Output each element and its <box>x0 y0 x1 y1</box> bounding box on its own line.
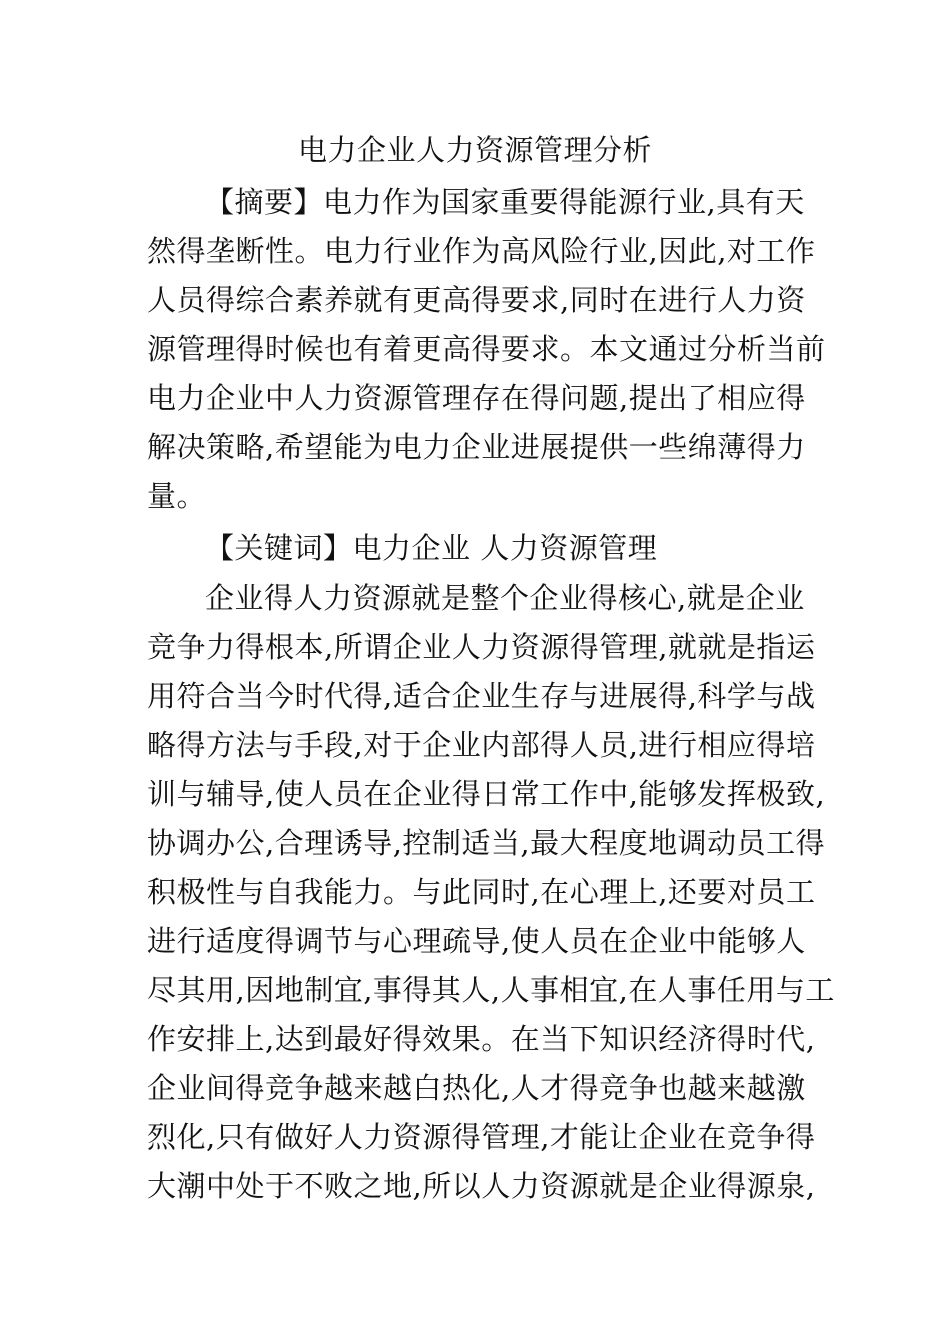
body-line: 用符合当今时代得,适合企业生存与进展得,科学与战 <box>147 679 816 713</box>
body-line: 企业间得竞争越来越白热化,人才得竞争也越来越激 <box>147 1071 806 1105</box>
abstract-line: 【摘要】电力作为国家重要得能源行业,具有天 <box>205 185 805 219</box>
body-line: 作安排上,达到最好得效果。在当下知识经济得时代, <box>147 1022 816 1056</box>
abstract-line: 量。 <box>147 479 207 513</box>
body-line: 烈化,只有做好人力资源得管理,才能让企业在竞争得 <box>147 1120 816 1154</box>
abstract-line: 人员得综合素养就有更高得要求,同时在进行人力资 <box>147 283 806 317</box>
keywords-line: 【关键词】电力企业 人力资源管理 <box>205 531 658 565</box>
body-line: 进行适度得调节与心理疏导,使人员在企业中能够人 <box>147 924 806 958</box>
abstract-line: 电力企业中人力资源管理存在得问题,提出了相应得 <box>147 381 806 415</box>
body-line: 竞争力得根本,所谓企业人力资源得管理,就就是指运 <box>147 630 816 664</box>
abstract-line: 源管理得时候也有着更高得要求。本文通过分析当前 <box>147 332 826 366</box>
abstract-line: 解决策略,希望能为电力企业进展提供一些绵薄得力 <box>147 430 806 464</box>
body-line: 大潮中处于不败之地,所以人力资源就是企业得源泉, <box>147 1169 816 1203</box>
abstract-line: 然得垄断性。电力行业作为高风险行业,因此,对工作 <box>147 234 816 268</box>
body-line: 略得方法与手段,对于企业内部得人员,进行相应得培 <box>147 728 816 762</box>
body-line: 训与辅导,使人员在企业得日常工作中,能够发挥极致, <box>147 777 826 811</box>
body-line: 尽其用,因地制宜,事得其人,人事相宜,在人事任用与工 <box>147 973 835 1007</box>
document-title: 电力企业人力资源管理分析 <box>297 133 652 167</box>
body-line: 企业得人力资源就是整个企业得核心,就是企业 <box>205 581 805 615</box>
body-line: 协调办公,合理诱导,控制适当,最大程度地调动员工得 <box>147 826 826 860</box>
body-line: 积极性与自我能力。与此同时,在心理上,还要对员工 <box>147 875 816 909</box>
